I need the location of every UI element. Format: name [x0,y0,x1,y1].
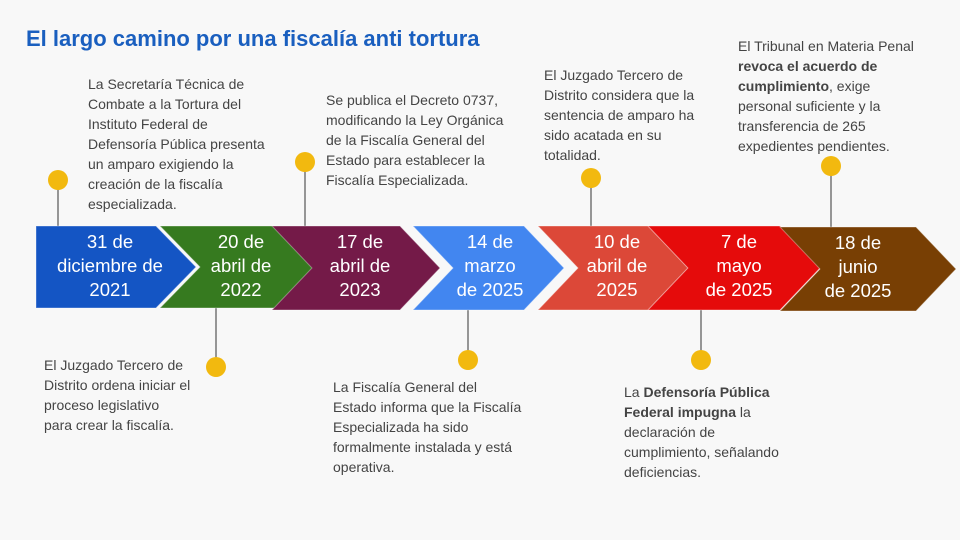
milestone-dot-3 [295,152,315,172]
note-emphasis: Defensoría Pública Federal impugna [624,384,770,420]
event-note-4 [333,377,521,477]
note-text: la declaración de cumplimiento, señalando deficiencias. [624,404,779,480]
event-note-2 [44,355,190,435]
note-text: , exige personal suficiente y la transferencia de 265 expedientes pendientes. [738,78,890,154]
milestone-dot-5 [581,168,601,188]
note-text: La [624,384,644,400]
note-text: El Juzgado Tercero de Distrito considera que la sentencia de amparo ha sido acatada en su totalidad. [544,67,695,163]
note-text: Se publica el Decreto 0737, modificando la Ley Orgánica de la Fiscalía General del Estado para establecer la Fiscalía Especializada. [326,92,504,188]
note-text: El Tribunal en Materia Penal [738,38,914,54]
milestone-dot-1 [48,170,68,190]
date-label-6: 7 de mayo de 2025 [705,231,773,300]
event-note-6 [624,382,779,482]
date-label-5: 10 de abril de 2025 [586,231,648,300]
event-note-1 [88,74,265,214]
date-label-4: 14 de marzo de 2025 [456,231,524,300]
date-label-7: 18 de junio de 2025 [824,232,892,301]
note-emphasis: revoca el acuerdo de cumplimiento [738,58,878,94]
milestone-dot-2 [206,357,226,377]
milestone-dot-6 [691,350,711,370]
note-text: La Fiscalía General del Estado informa que la Fiscalía Especializada ha sido formalmente instalada y está operativa. [333,379,522,475]
milestone-dot-4 [458,350,478,370]
event-note-7 [738,36,914,156]
note-text: El Juzgado Tercero de Distrito ordena iniciar el proceso legislativo para crear la fiscalía. [44,357,191,433]
event-note-3 [326,90,503,190]
note-text: La Secretaría Técnica de Combate a la Tortura del Instituto Federal de Defensoría Pública presenta un amparo exigiendo la creación de la fiscalía especializada. [88,76,265,212]
page-title: El largo camino por una fiscalía anti tortura [26,26,480,51]
event-note-5 [544,65,694,165]
milestone-dot-7 [821,156,841,176]
date-label-3: 17 de abril de 2023 [329,231,391,300]
date-label-1: 31 de diciembre de 2021 [57,231,163,300]
date-label-2: 20 de abril de 2022 [210,231,272,300]
